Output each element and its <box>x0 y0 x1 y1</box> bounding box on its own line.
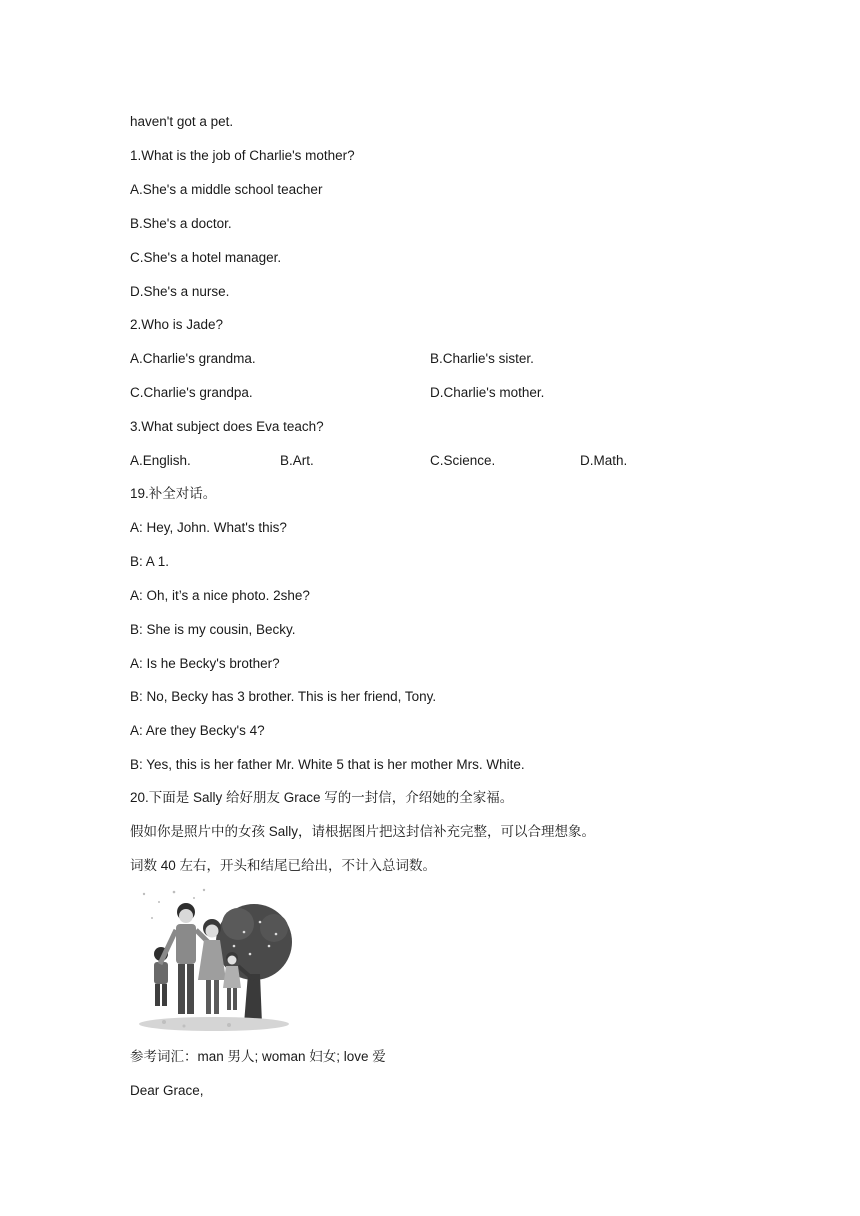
q1-option-a: A.She's a middle school teacher <box>130 182 323 197</box>
section-20-word-count: 词数 40 左右，开头和结尾已给出，不计入总词数。 <box>130 858 437 873</box>
dialogue-line-5: A: Is he Becky's brother? <box>130 656 280 671</box>
section-20-heading: 20.下面是 Sally 给好朋友 Grace 写的一封信，介绍她的全家福。 <box>130 790 514 805</box>
q3-option-c: C.Science. <box>430 453 496 468</box>
text-line-continuation: haven't got a pet. <box>130 114 234 129</box>
dialogue-line-3: A: Oh, it’s a nice photo. 2she? <box>130 588 310 603</box>
dialogue-line-6: B: No, Becky has 3 brother. This is her friend, Tony. <box>130 689 437 704</box>
dialogue-line-8: B: Yes, this is her father Mr. White 5 that is her mother Mrs. White. <box>130 757 525 772</box>
q1-option-b: B.She's a doctor. <box>130 216 232 231</box>
q3-option-d: D.Math. <box>580 453 628 468</box>
section-20-instruction: 假如你是照片中的女孩 Sally，请根据图片把这封信补充完整，可以合理想象。 <box>130 824 596 839</box>
q1-option-d: D.She's a nurse. <box>130 284 230 299</box>
q2-option-b: B.Charlie's sister. <box>430 351 534 366</box>
question-1: 1.What is the job of Charlie's mother? <box>130 148 355 163</box>
family-photo-illustration <box>134 884 294 1034</box>
q2-option-a: A.Charlie's grandma. <box>130 351 256 366</box>
q3-option-b: B.Art. <box>280 453 314 468</box>
section-19-heading: 19.补全对话。 <box>130 486 217 501</box>
dialogue-line-7: A: Are they Becky's 4? <box>130 723 265 738</box>
question-2: 2.Who is Jade? <box>130 317 224 332</box>
q3-option-a: A.English. <box>130 453 191 468</box>
letter-salutation: Dear Grace, <box>130 1083 204 1098</box>
dialogue-line-1: A: Hey, John. What's this? <box>130 520 287 535</box>
question-3: 3.What subject does Eva teach? <box>130 419 324 434</box>
dialogue-line-2: B: A 1. <box>130 554 170 569</box>
dialogue-line-4: B: She is my cousin, Becky. <box>130 622 296 637</box>
q2-option-d: D.Charlie's mother. <box>430 385 545 400</box>
q1-option-c: C.She's a hotel manager. <box>130 250 282 265</box>
q2-option-c: C.Charlie's grandpa. <box>130 385 253 400</box>
vocabulary-hint: 参考词汇：man 男人; woman 妇女; love 爱 <box>130 1049 386 1064</box>
